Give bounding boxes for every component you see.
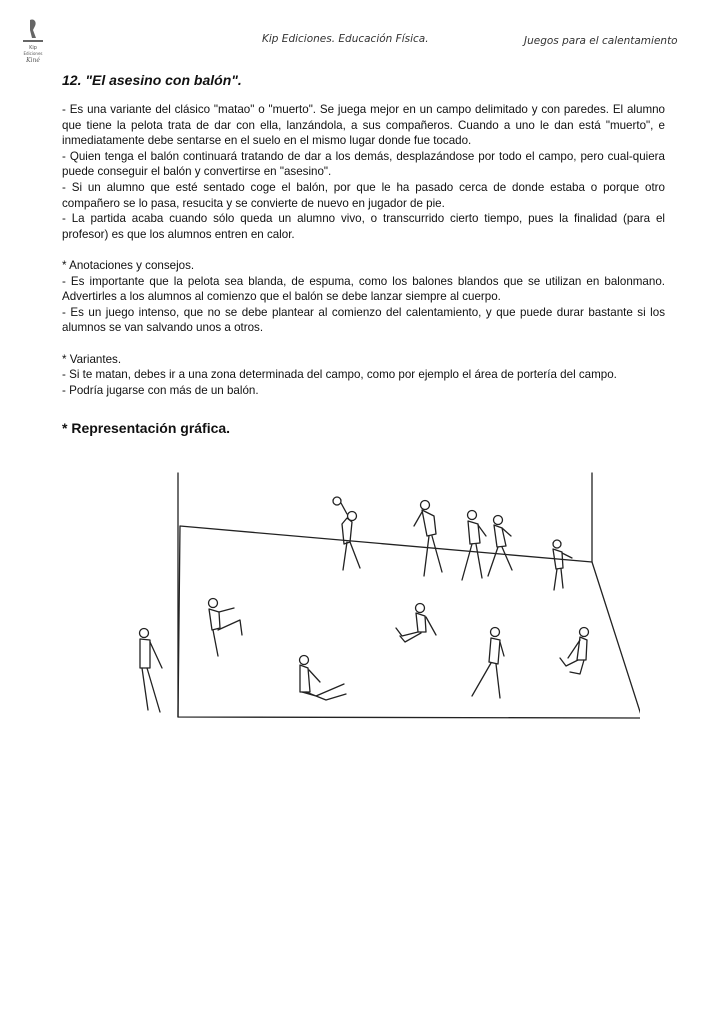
graphic-heading: * Representación gráfica.	[62, 420, 231, 436]
rule-paragraph: - La partida acaba cuando sólo queda un alumno vivo, o transcurrido cierto tiempo, pues la finalidad (para el profesor) es que los alumnos entren en calor.	[62, 212, 665, 241]
header-publisher: Kip Ediciones. Educación Física.	[262, 33, 429, 45]
player-sitting	[209, 599, 243, 657]
court-lines	[178, 473, 640, 718]
player-sitting	[300, 656, 347, 701]
notes-heading: * Anotaciones y consejos.	[62, 258, 195, 272]
player-sitting	[560, 628, 589, 675]
player-standing	[140, 629, 163, 713]
page-title: 12. "El asesino con balón".	[62, 72, 242, 88]
variants-heading: * Variantes.	[62, 352, 122, 366]
note-paragraph: - Es un juego intenso, que no se debe plantear al comienzo del calentamiento, y que puede durar bastante si los alumnos se van salvando unos a otros.	[62, 305, 665, 335]
svg-text:Kiné: Kiné	[26, 57, 40, 64]
court-illustration	[120, 470, 640, 725]
player-runner	[462, 511, 486, 581]
player-walking	[472, 628, 504, 699]
rule-paragraph: - Si un alumno que esté sentado coge el balón, por que le ha pasado cerca de donde estaba o porque otro compañero se lo pasa, resucita y se convierte de nuevo en jugador de pie.	[62, 180, 665, 210]
publisher-logo	[20, 16, 46, 64]
game-description	[62, 102, 665, 398]
rule-paragraph: - Quien tenga el balón continuará tratando de dar a los demás, desplazándose por todo el campo, pero cual-quiera puede conseguir el balón y convertirse en "asesino".	[62, 149, 665, 179]
variant-paragraph: - Podría jugarse con más de un balón.	[62, 383, 259, 397]
variant-paragraph: - Si te matan, debes ir a una zona determinada del campo, como por ejemplo el área de portería del campo.	[62, 368, 617, 382]
player-standing	[553, 540, 572, 590]
rule-paragraph: - Es una variante del clásico "matao" o "muerto". Se juega mejor en un campo delimitado y con paredes. El alumno que tiene la pelota trata de dar con ella, lanzándola, a sus compañeros. Cuando a uno le dan está "muerto", e inmediatamente debe sentarse en el suelo en el mismo lugar donde fue tocado.	[62, 103, 665, 148]
player-runner	[414, 501, 442, 577]
header-section: Juegos para el calentamiento	[524, 35, 678, 47]
svg-text:Ediciones: Ediciones	[23, 51, 43, 56]
svg-text:Kip: Kip	[29, 45, 37, 51]
player-runner	[488, 516, 512, 577]
player-sitting	[396, 604, 436, 643]
note-paragraph: - Es importante que la pelota sea blanda, de espuma, como los balones blandos que se utilizan en balonmano. Advertirles a los alumnos al comienzo que el balón se debe lanzar siempre al cuerpo.	[62, 274, 665, 304]
player-thrower	[333, 497, 360, 570]
